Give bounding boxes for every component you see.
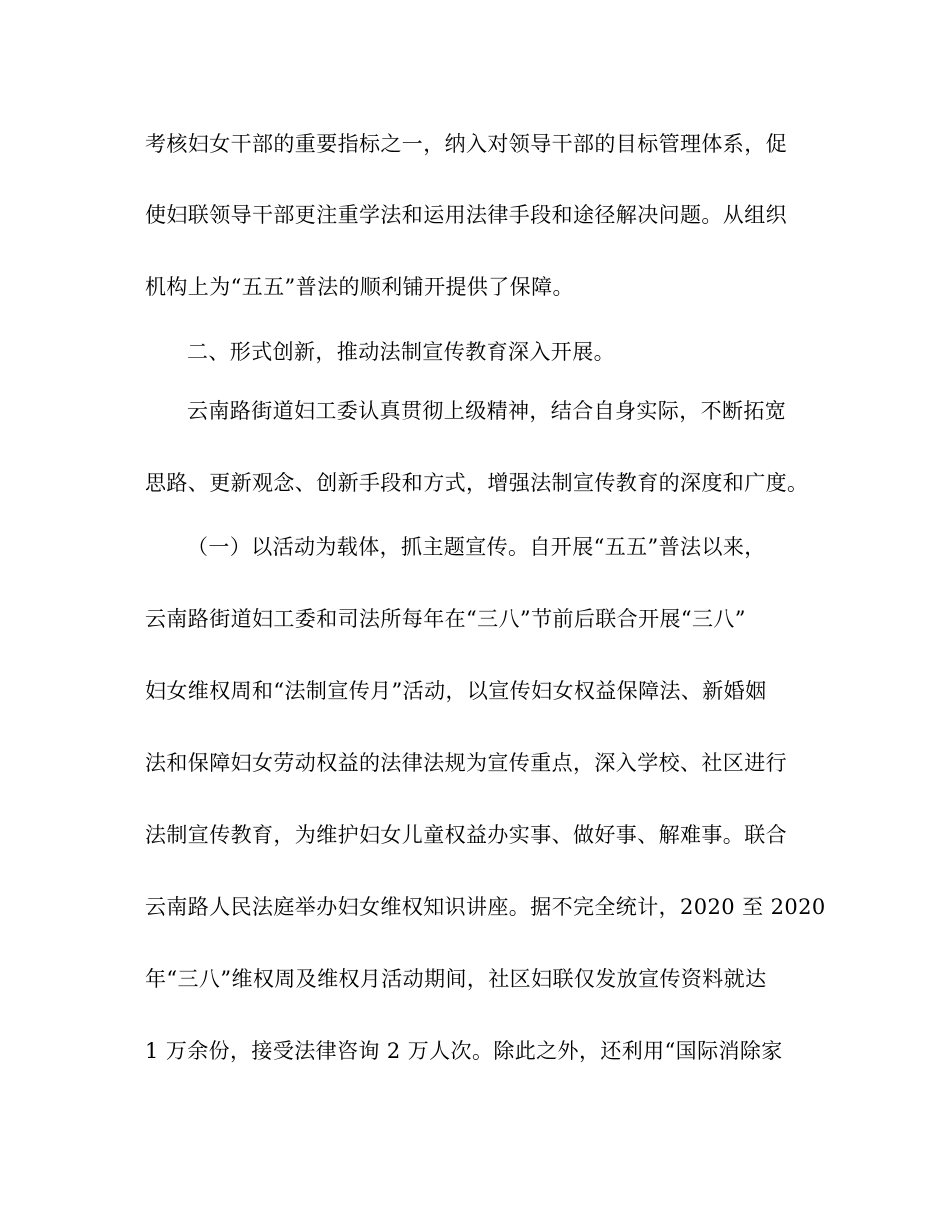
text-line-12: 云南路人民法庭举办妇女维权知识讲座。据不完全统计，2020 至 2020 [145,895,826,919]
text-line-14: 1 万余份，接受法律咨询 2 万人次。除此之外，还利用“国际消除家 [145,1039,783,1063]
text-line-2: 使妇联领导干部更注重学法和运用法律手段和途径解决问题。从组织 [145,203,787,227]
text-line-8: 云南路街道妇工委和司法所每年在“三八”节前后联合开展“三八” [145,607,746,631]
text-line-5: 云南路街道妇工委认真贯彻上级精神，结合自身实际，不断拓宽 [187,399,787,423]
text-line-13: 年“三八”维权周及维权月活动期间，社区妇联仅发放宣传资料就达 [145,967,767,991]
text-line-11: 法制宣传教育，为维护妇女儿童权益办实事、做好事、解难事。联合 [145,823,787,847]
text-line-1: 考核妇女干部的重要指标之一，纳入对领导干部的目标管理体系，促 [145,132,787,156]
text-line-10: 法和保障妇女劳动权益的法律法规为宣传重点，深入学校、社区进行 [145,751,787,775]
section-heading-2: 二、形式创新，推动法制宣传教育深入开展。 [187,340,615,364]
text-line-3: 机构上为“五五”普法的顺利铺开提供了保障。 [145,275,574,299]
subsection-line-1: （一）以活动为载体，抓主题宣传。自开展“五五”普法以来， [187,535,766,559]
text-line-6: 思路、更新观念、创新手段和方式，增强法制宣传教育的深度和广度。 [145,471,809,495]
text-line-9: 妇女维权周和“法制宣传月”活动，以宣传妇女权益保障法、新婚姻 [145,679,767,703]
